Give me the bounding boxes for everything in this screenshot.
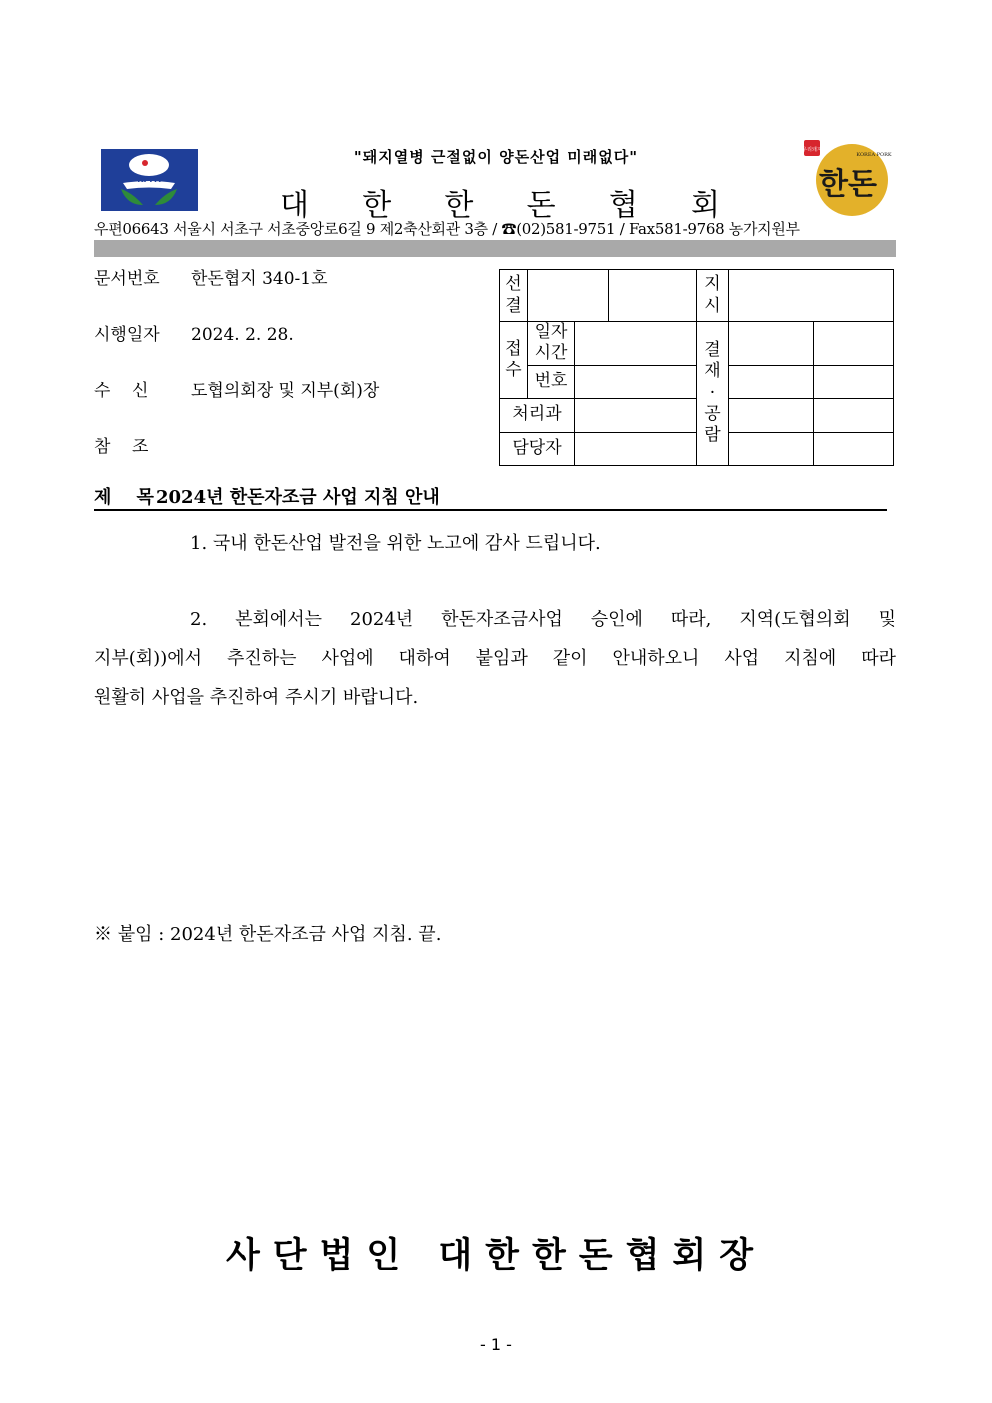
approval-cell (729, 365, 814, 398)
approval-table (499, 269, 894, 466)
approval-gyeoljae-label: 결 재 · 공 람 (697, 322, 729, 466)
body-paragraph-2-line-2: 지부(회))에서 추진하는 사업에 대하여 붙임과 같이 안내하오니 사업 지침에 따라 (94, 648, 896, 669)
subject-line (94, 483, 440, 509)
approval-cell (729, 398, 814, 432)
approval-cell (729, 322, 814, 366)
approval-cell (528, 270, 609, 322)
approval-jeopsu-label: 접 수 (500, 322, 528, 399)
doc-number-value: 한돈협지 340-1호 (191, 269, 328, 289)
recipient-label: 수 신 (94, 381, 149, 401)
doc-number-label: 문서번호 (94, 269, 160, 289)
approval-damdangja-label: 담당자 (500, 432, 575, 465)
approval-cell (814, 432, 894, 465)
subject-label: 제 목 (94, 487, 154, 508)
date-label: 시행일자 (94, 325, 160, 345)
approval-cell (609, 270, 697, 322)
address-line: 우편06643 서울시 서초구 서초중앙로6길 9 제2축산회관 3층 / ☎(02)581-9751 / Fax581-9768 농가지원부 (94, 220, 800, 238)
doc-number-row (94, 264, 328, 289)
sender-signature: 사단법인 대한한돈협회장 (225, 1235, 767, 1276)
body-paragraph-2-line-1: 2. 본회에서는 2024년 한돈자조금사업 승인에 따라, 지역(도협의회 및 (190, 609, 896, 630)
approval-ilja-label: 일자 시간 (528, 322, 575, 366)
org-title-char: 한 (444, 188, 474, 223)
brand-badge-text: 우리돼지 (804, 147, 822, 153)
approval-cell (575, 322, 697, 366)
recipient-value: 도협의회장 및 지부(회)장 (191, 381, 380, 401)
approval-cell (814, 398, 894, 432)
approval-cheorigwa-label: 처리과 (500, 398, 575, 432)
subject-underline (94, 509, 887, 511)
approval-cell (575, 432, 697, 465)
org-title-char: 대 (280, 188, 309, 223)
approval-jisi-label: 지 시 (697, 270, 729, 322)
reference-row (94, 432, 191, 457)
approval-cell (575, 398, 697, 432)
approval-cell (729, 270, 894, 322)
brand-logo-text: 한돈 (819, 167, 877, 202)
slogan: "돼지열병 근절없이 양돈산업 미래없다" (353, 148, 639, 166)
date-row (94, 320, 294, 345)
org-title-char: 회 (691, 188, 720, 223)
brand-logo-sub: KOREA PORK (856, 152, 892, 158)
reference-label: 참 조 (94, 437, 149, 457)
org-title-char: 돈 (526, 188, 556, 223)
org-title-char: 협 (608, 188, 638, 223)
approval-cell (575, 365, 697, 398)
attachment-note: ※ 붙임 : 2024년 한돈자조금 사업 지침. 끝. (94, 924, 442, 945)
approval-cell (814, 322, 894, 366)
subject-value: 2024년 한돈자조금 사업 지침 안내 (156, 487, 440, 508)
approval-cell (814, 365, 894, 398)
kppa-logo-text: KPPA (137, 175, 161, 184)
page-number: - 1 - (480, 1335, 512, 1354)
recipient-row (94, 376, 379, 401)
body-paragraph-2-line-3: 원활히 사업을 추진하여 주시기 바랍니다. (94, 687, 419, 708)
date-value: 2024. 2. 28. (191, 325, 294, 345)
approval-cell (729, 432, 814, 465)
body-paragraph-1: 1. 국내 한돈산업 발전을 위한 노고에 감사 드립니다. (190, 533, 601, 554)
org-title-char: 한 (362, 188, 392, 223)
header-divider-bar (94, 240, 896, 257)
approval-seongyeol-label: 선 결 (500, 270, 528, 322)
approval-beonho-label: 번호 (528, 365, 575, 398)
